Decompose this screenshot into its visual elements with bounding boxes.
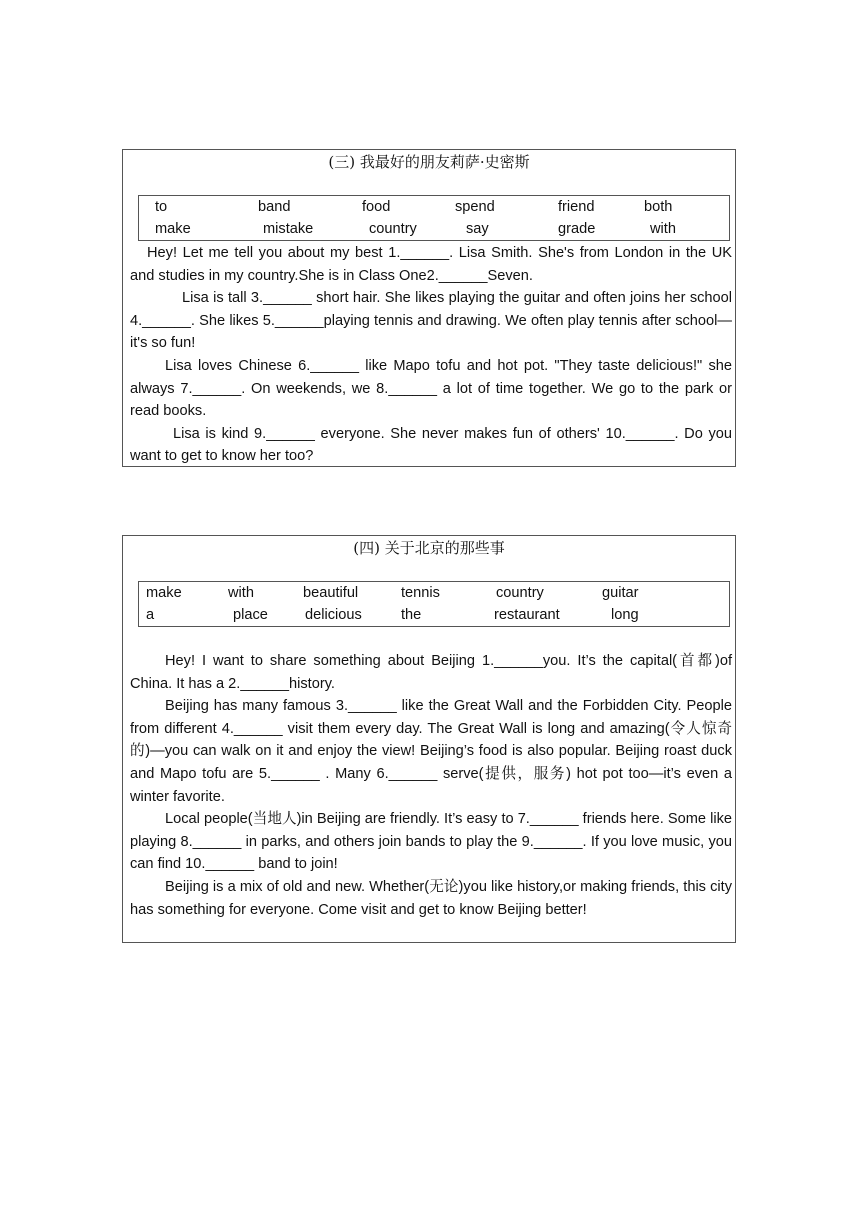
passage-paragraph: Lisa loves Chinese 6.______ like Mapo tofu and hot pot. "They taste delicious!" she always 7.______. On weekends, we 8.______ a lot of time together. We go to the park or read books. bbox=[130, 357, 732, 420]
word-bank-word: guitar bbox=[602, 585, 639, 601]
word-bank-word: country bbox=[369, 221, 417, 237]
word-bank-word: place bbox=[233, 607, 268, 623]
word-bank-word: mistake bbox=[263, 221, 314, 237]
word-bank-word: country bbox=[496, 585, 544, 601]
word-bank-word: band bbox=[258, 199, 291, 215]
word-bank-word: restaurant bbox=[494, 607, 560, 623]
word-bank-word: with bbox=[650, 221, 676, 237]
passage-paragraph: Local people(当地人)in Beijing are friendly. It’s easy to 7.______ friends here. Some like playing 8.______ in parks, and others join bands to play the 9.______. If you love music, you can find 10.______ band to join! bbox=[130, 811, 732, 873]
word-bank-word: beautiful bbox=[303, 585, 359, 601]
passage-paragraph: Lisa is tall 3.______ short hair. She likes playing the guitar and often joins her school 4.______. She likes 5.______playing tennis and drawing. We often play tennis after school—it's so fun! bbox=[130, 290, 732, 352]
exercise-section-4 bbox=[122, 535, 736, 943]
word-bank-word: food bbox=[362, 199, 391, 215]
section-title: (三) 我最好的朋友莉萨·史密斯 bbox=[328, 153, 530, 171]
passage bbox=[130, 242, 732, 468]
word-bank-word: make bbox=[155, 221, 191, 237]
word-bank-word: the bbox=[401, 607, 422, 623]
word-bank-word: make bbox=[146, 585, 182, 601]
passage bbox=[130, 650, 732, 921]
passage-paragraph: Lisa is kind 9.______ everyone. She never makes fun of others' 10.______. Do you want to get to know her too? bbox=[130, 425, 732, 465]
word-bank-word: grade bbox=[558, 221, 596, 237]
passage-paragraph: Hey! I want to share something about Beijing 1.______you. It’s the capital(首都)of China. It has a 2.______history. bbox=[130, 653, 732, 692]
word-bank bbox=[138, 195, 730, 241]
passage-paragraph: Beijing is a mix of old and new. Whether(无论)you like history,or making friends, this city has something for everyone. Come visit and get to know Beijing better! bbox=[130, 878, 732, 918]
word-bank-word: long bbox=[611, 607, 639, 623]
word-bank-word: say bbox=[466, 221, 489, 237]
passage-paragraph: Hey! Let me tell you about my best 1.______. Lisa Smith. She's from London in the UK and studies in my country.She is in Class One2.______Seven. bbox=[130, 245, 732, 284]
word-bank bbox=[138, 581, 730, 627]
exercise-section-3 bbox=[122, 149, 736, 467]
section-title: (四) 关于北京的那些事 bbox=[353, 539, 505, 557]
word-bank-word: to bbox=[155, 199, 168, 215]
word-bank-word: both bbox=[644, 199, 673, 215]
word-bank-word: a bbox=[146, 607, 155, 623]
word-bank-word: spend bbox=[455, 199, 495, 215]
passage-paragraph: Beijing has many famous 3.______ like the Great Wall and the Forbidden City. People from different 4.______ visit them every day. The Great Wall is long and amazing(令人惊奇的)—you can walk on it and enjoy the view! Beijing’s food is also popular. Beijing roast duck and Mapo tofu are 5.______ . Many 6.______ serve(提供，服务) hot pot too—it’s even a winter favorite. bbox=[130, 698, 732, 805]
word-bank-word: friend bbox=[558, 199, 595, 215]
word-bank-word: delicious bbox=[305, 607, 362, 623]
word-bank-word: with bbox=[228, 585, 254, 601]
word-bank-word: tennis bbox=[401, 585, 440, 601]
